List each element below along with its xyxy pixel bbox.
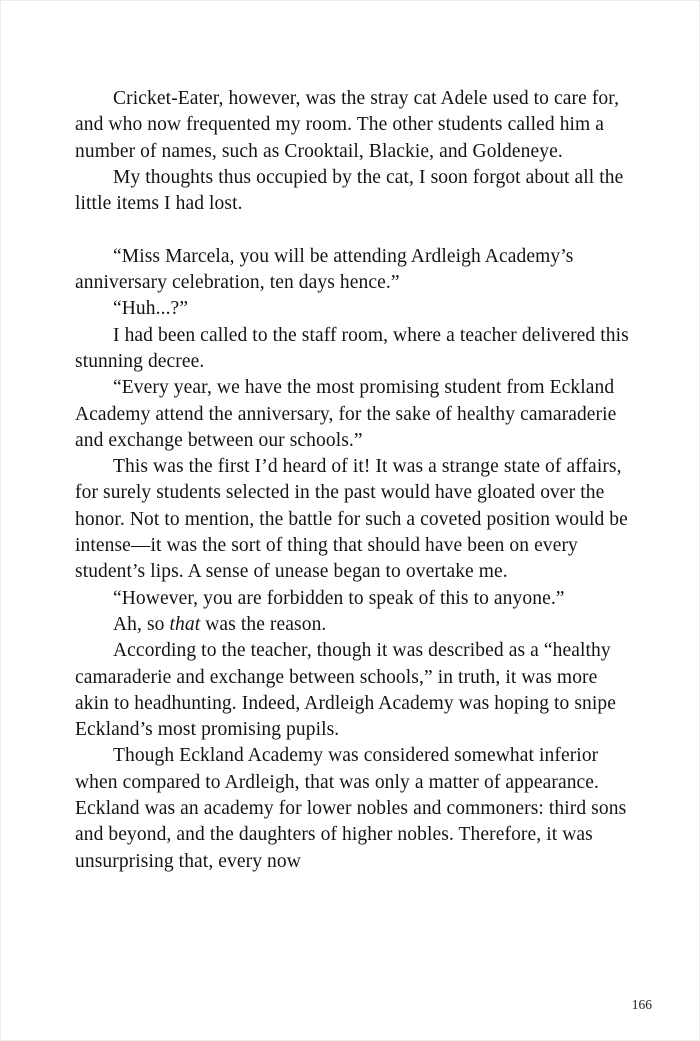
text-segment: According to the teacher, though it was described as a “healthy camaraderie and exchange between schools,” in truth, it was more akin to headhunting. Indeed, Ardleigh Academy was hoping to snipe Eckland’s most promising pupils. xyxy=(75,640,617,741)
page-number: 166 xyxy=(631,997,652,1012)
paragraph xyxy=(75,244,635,297)
paragraph xyxy=(75,743,635,874)
paragraph xyxy=(75,375,635,454)
text-segment: “However, you are forbidden to speak of this to anyone.” xyxy=(113,587,565,609)
text-segment: was the reason. xyxy=(200,613,327,635)
paragraph xyxy=(75,165,635,218)
emphasized-text: that xyxy=(169,613,201,635)
text-segment: My thoughts thus occupied by the cat, I soon forgot about all the little items I had lost. xyxy=(75,166,624,215)
paragraph xyxy=(75,586,635,612)
paragraph xyxy=(75,86,635,165)
text-segment: This was the first I’d heard of it! It was a strange state of affairs, for surely students selected in the past would have gloated over the honor. Not to mention, the battle for such a coveted position would be intense—it was the sort of thing that should have been on every student’s lips. A sense of unease began to overtake me. xyxy=(75,456,628,583)
paragraph xyxy=(75,612,635,638)
text-segment: Though Eckland Academy was considered somewhat inferior when compared to Ardleigh, that was only a matter of appearance. Eckland was an academy for lower nobles and commoners: third sons and beyond, and the daughters of higher nobles. Therefore, it was unsurprising that, every now xyxy=(75,745,627,872)
text-segment: “Miss Marcela, you will be attending Ardleigh Academy’s anniversary celebration, ten days hence.” xyxy=(75,245,574,294)
paragraph xyxy=(75,638,635,743)
text-segment: “Every year, we have the most promising student from Eckland Academy attend the anniversary, for the sake of healthy camaraderie and exchange between our schools.” xyxy=(75,377,617,451)
text-segment: “Huh...?” xyxy=(113,298,189,320)
paragraph xyxy=(75,296,635,322)
text-segment: I had been called to the staff room, where a teacher delivered this stunning decree. xyxy=(75,324,629,372)
text-segment: Ah, so xyxy=(113,613,170,635)
paragraph xyxy=(75,323,635,376)
paragraph xyxy=(75,454,635,585)
text-segment: Cricket-Eater, however, was the stray cat Adele used to care for, and who now frequented my room. The other students called him a number of names, such as Crooktail, Blackie, and Goldeneye. xyxy=(75,88,620,162)
text-content xyxy=(75,86,635,875)
